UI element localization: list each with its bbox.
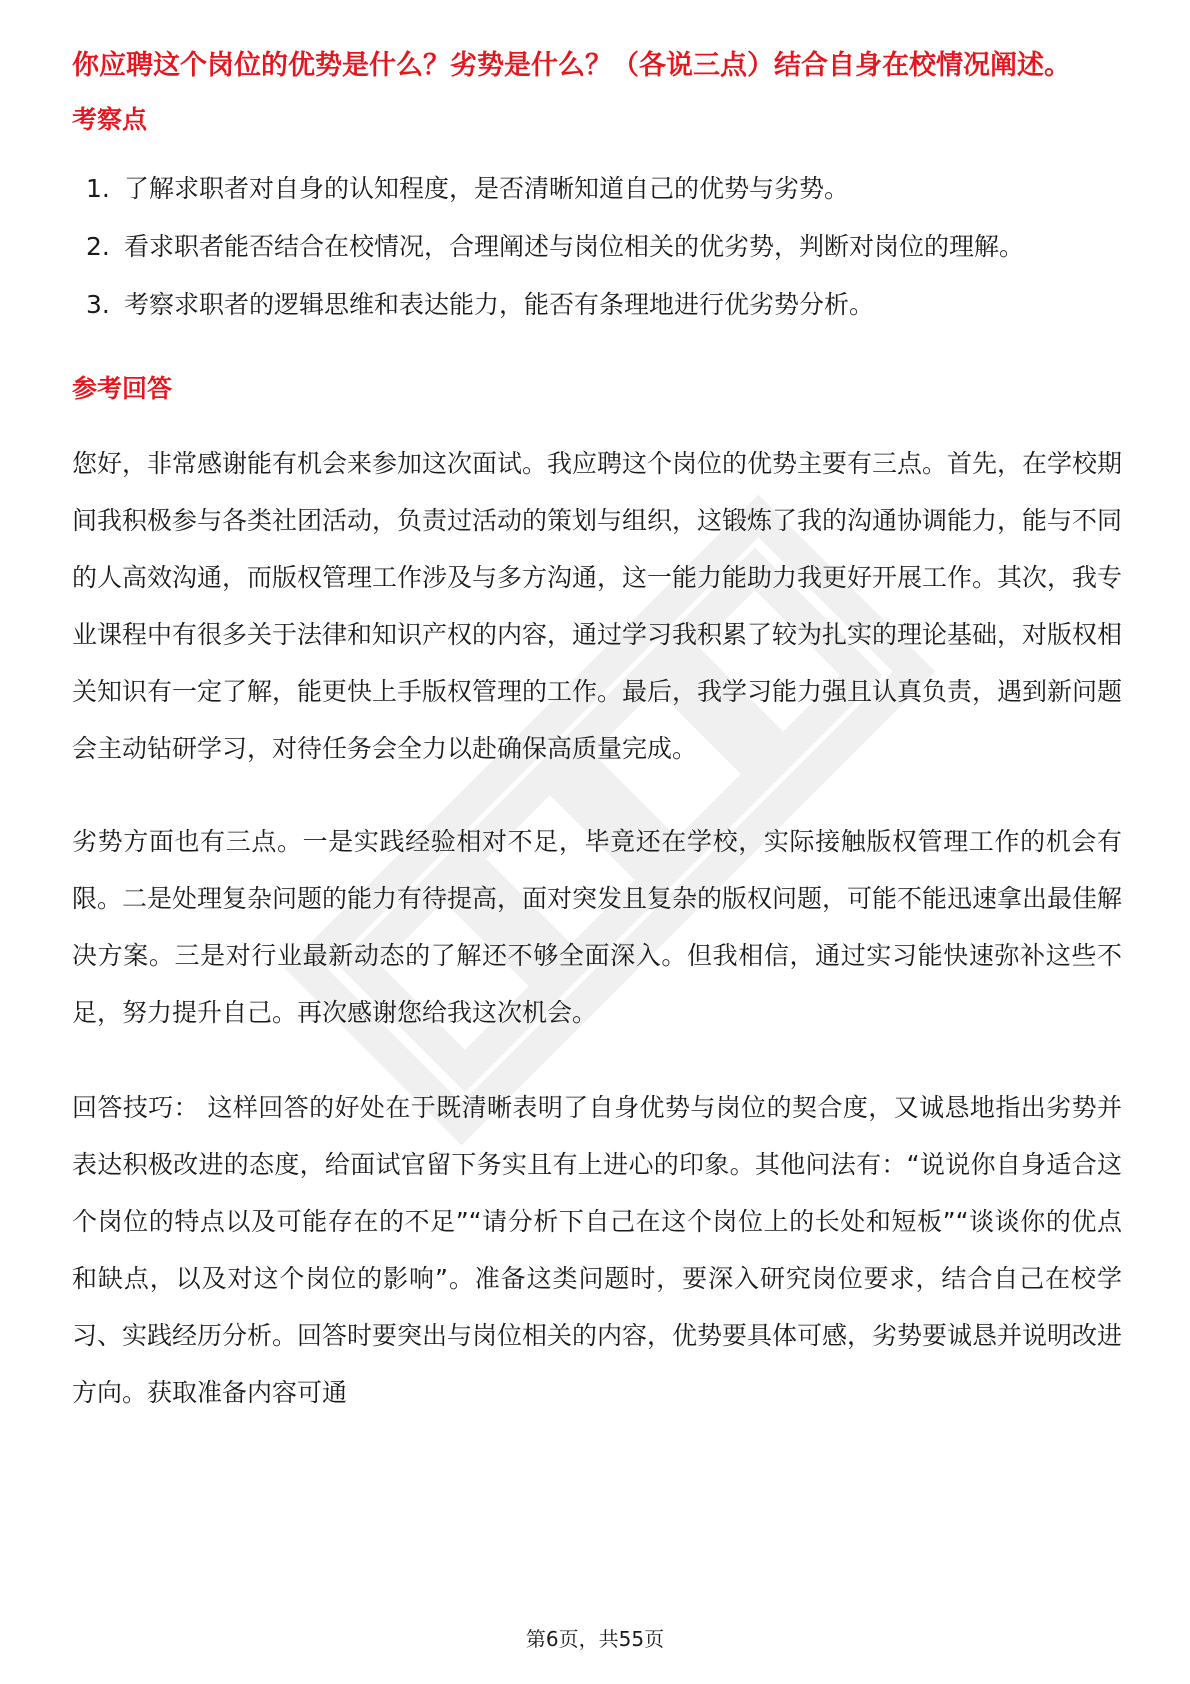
answer-paragraph-weaknesses: 劣势方面也有三点。一是实践经验相对不足，毕竟还在学校，实际接触版权管理工作的机会有限。二是处理复杂问题的能力有待提高，面对突发且复杂的版权问题，可能不能迅速拿出最佳解决方案。三是对行业最新动态的了解还不够全面深入。但我相信，通过实习能快速弥补这些不足，努力提升自己。再次感谢您给我这次机会。 (72, 827, 1123, 1027)
document-content (72, 46, 1122, 1421)
list-item (72, 160, 1122, 217)
assessment-points-list (72, 160, 1122, 333)
answer-tips-paragraph: 回答技巧： 这样回答的好处在于既清晰表明了自身优势与岗位的契合度，又诚恳地指出劣势并表达积极改进的态度，给面试官留下务实且有上进心的印象。其他问法有：“说说你自身适合这个岗位的特点以及可能存在的不足”“请分析下自己在这个岗位上的长处和短板”“谈谈你的优点和缺点，以及对这个岗位的影响”。准备这类问题时，要深入研究岗位要求，结合自己在校学习、实践经历分析。回答时要突出与岗位相关的内容，优势要具体可感，劣势要诚恳并说明改进方向。获取准备内容可通 (72, 1093, 1123, 1407)
section-title-answer: 参考回答 (72, 374, 173, 403)
question-heading: 你应聘这个岗位的优势是什么？劣势是什么？（各说三点）结合自身在校情况阐述。 (72, 50, 1071, 81)
list-item-text: 看求职者能否结合在校情况，合理阐述与岗位相关的优劣势，判断对岗位的理解。 (124, 232, 1025, 261)
list-item-number: 2. (86, 232, 110, 261)
list-item-number: 3. (86, 290, 110, 319)
list-item-number: 1. (86, 174, 110, 203)
list-item-text: 考察求职者的逻辑思维和表达能力，能否有条理地进行优劣势分析。 (124, 290, 875, 319)
answer-paragraph-strengths: 您好，非常感谢能有机会来参加这次面试。我应聘这个岗位的优势主要有三点。首先，在学校期间我积极参与各类社团活动，负责过活动的策划与组织，这锻炼了我的沟通协调能力，能与不同的人高效沟通，而版权管理工作涉及与多方沟通，这一能力能助力我更好开展工作。其次，我专业课程中有很多关于法律和知识产权的内容，通过学习我积累了较为扎实的理论基础，对版权相关知识有一定了解，能更快上手版权管理的工作。最后，我学习能力强且认真负责，遇到新问题会主动钻研学习，对待任务会全力以赴确保高质量完成。 (72, 449, 1123, 763)
list-item-text: 了解求职者对自身的认知程度，是否清晰知道自己的优势与劣势。 (124, 174, 850, 203)
list-item (72, 218, 1122, 275)
page-number-footer: 第6页，共55页 (525, 1627, 665, 1651)
list-item (72, 276, 1122, 333)
section-title-points: 考察点 (72, 105, 148, 134)
